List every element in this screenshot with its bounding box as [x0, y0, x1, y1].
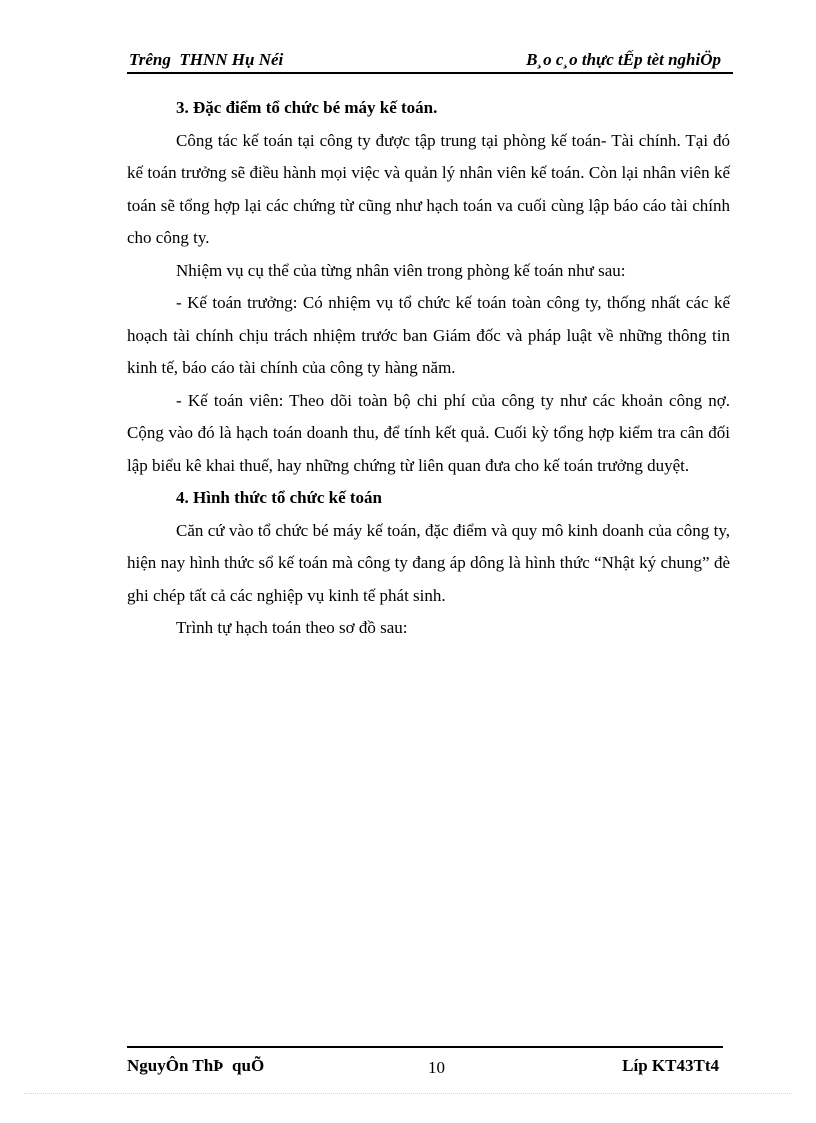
page-bottom-divider	[24, 1093, 792, 1094]
page-number: 10	[428, 1058, 445, 1077]
paragraph: - Kế toán trưởng: Có nhiệm vụ tổ chức kế toán toàn công ty, thống nhất các kế hoạch tài chính chịu trách nhiệm trước ban Giám đốc và pháp luật về những thông tin kinh tế, báo cáo tài chính của công ty hàng năm.	[127, 293, 730, 377]
footer-class-code: Líp KT43Tt4	[622, 1056, 719, 1075]
paragraph: Công tác kế toán tại công ty được tập trung tại phòng kế toán- Tài chính. Tại đó kế toán trưởng sẽ điều hành mọi việc và quản lý nhân viên kế toán. Còn lại nhân viên kế toán sẽ tổng hợp lại các chứng từ cũng như hạch toán va cuối cùng lập báo cáo tài chính cho công ty.	[127, 130, 730, 247]
page-body	[127, 92, 730, 645]
section-heading: 4. Hình thức tổ chức kế toán	[176, 488, 382, 507]
paragraph: Nhiệm vụ cụ thể của từng nhân viên trong phòng kế toán như sau:	[176, 260, 626, 280]
page-header	[127, 46, 733, 74]
page-footer	[127, 1046, 723, 1082]
footer-author-name: NguyÔn ThÞ quÕ	[127, 1056, 265, 1075]
section-accounting-structure	[127, 92, 730, 482]
paragraph: Trình tự hạch toán theo sơ đồ sau:	[176, 618, 408, 637]
section-heading: 3. Đặc điểm tổ chức bé máy kế toán.	[176, 98, 438, 117]
paragraph: - Kế toán viên: Theo dõi toàn bộ chi phí của công ty như các khoản công nợ. Cộng vào đó là hạch toán doanh thu, để tính kết quả. Cuối kỳ tổng hợp kiểm tra cân đối lập biểu kê khai thuế, hay những chứng từ liên quan đưa cho kế toán trưởng duyệt.	[127, 390, 730, 475]
section-accounting-form	[127, 482, 730, 645]
paragraph: Căn cứ vào tổ chức bé máy kế toán, đặc điểm và quy mô kinh doanh của công ty, hiện nay hình thức sổ kế toán mà công ty đang áp dông là hình thức “Nhật ký chung” đè ghi chép tất cả các nghiệp vụ kinh tế phát sinh.	[127, 520, 730, 605]
header-report-title: B¸o c¸o thực tẾp tèt nghiÖp	[526, 50, 721, 69]
header-school-name: Trêng THNN Hụ Néi	[129, 50, 284, 69]
